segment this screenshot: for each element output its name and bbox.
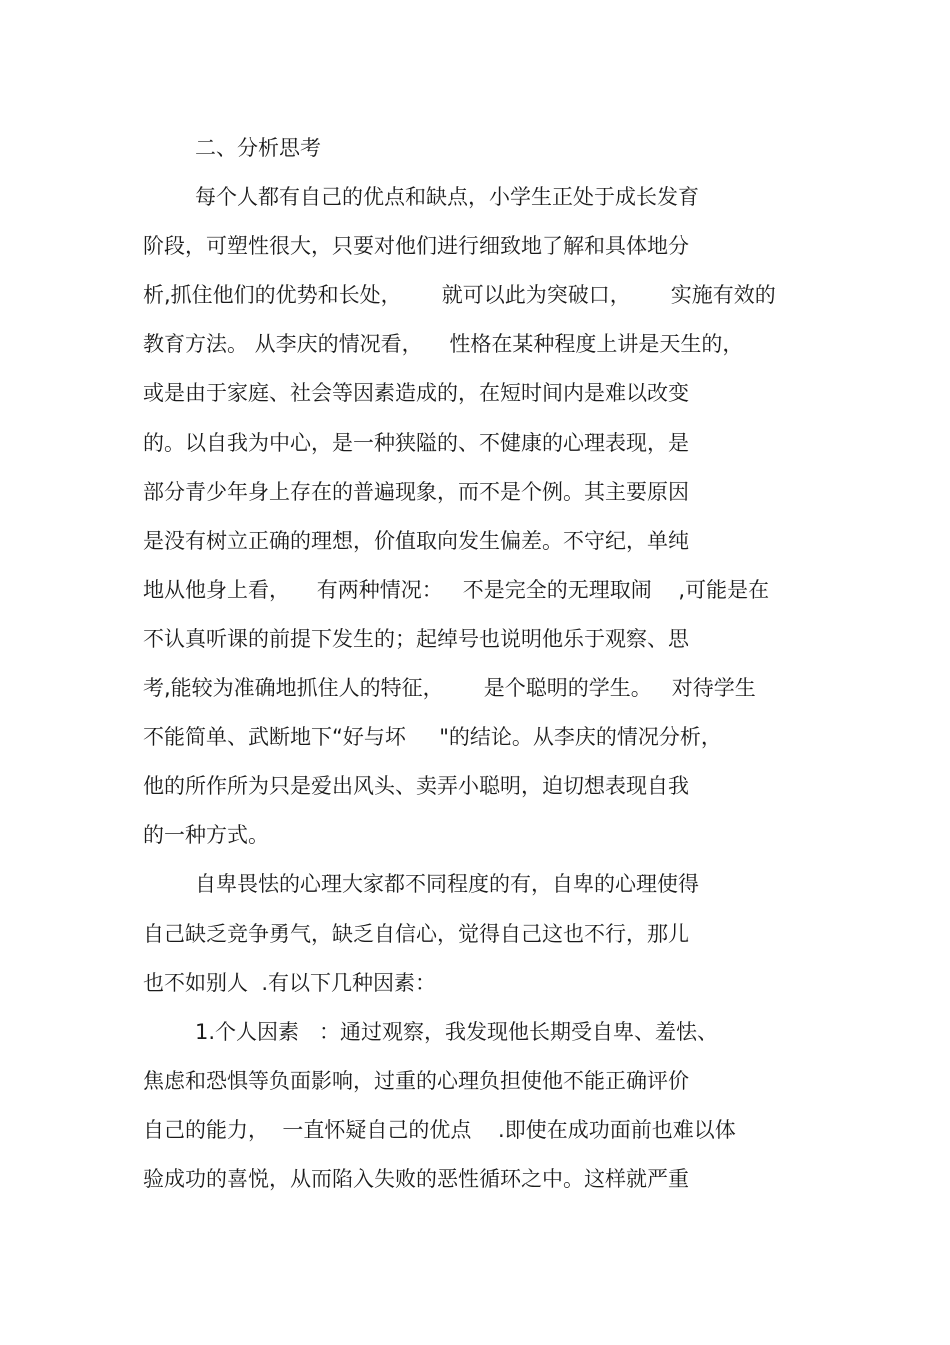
paragraph-line: 也不如别人 .有以下几种因素：: [143, 970, 437, 995]
paragraph-line: 自卑畏怯的心理大家都不同程度的有，自卑的心理使得: [195, 872, 699, 897]
paragraph-line: 自己缺乏竞争勇气，缺乏自信心，觉得自己这也不行，那儿: [143, 921, 689, 946]
paragraph-line: 自己的能力， 一直怀疑自己的优点 .即使在成功面前也难以体: [143, 1117, 736, 1142]
paragraph-line: 考,能较为准确地抓住人的特征， 是个聪明的学生。 对待学生: [143, 676, 756, 701]
paragraph-line: 部分青少年身上存在的普遍现象，而不是个例。其主要原因: [143, 479, 689, 504]
paragraph-line: 焦虑和恐惧等负面影响，过重的心理负担使他不能正确评价: [143, 1068, 689, 1093]
paragraph-line: 不能简单、武断地下“好与坏 "的结论。从李庆的情况分析，: [143, 725, 722, 750]
paragraph-line: 每个人都有自己的优点和缺点，小学生正处于成长发育: [195, 185, 699, 210]
paragraph-line: 不认真听课的前提下发生的；起绰号也说明他乐于观察、思: [143, 626, 689, 651]
paragraph-line: 阶段，可塑性很大，只要对他们进行细致地了解和具体地分: [143, 234, 689, 259]
paragraph-line: 验成功的喜悦，从而陷入失败的恶性循环之中。这样就严重: [143, 1166, 689, 1191]
document-body: [143, 124, 813, 1204]
paragraph-line: 他的所作所为只是爱出风头、卖弄小聪明，迫切想表现自我: [143, 774, 689, 799]
paragraph-line: 的。以自我为中心，是一种狭隘的、不健康的心理表现，是: [143, 430, 689, 455]
paragraph-line: 教育方法。 从李庆的情况看， 性格在某种程度上讲是天生的，: [143, 332, 744, 357]
paragraph-line: 是没有树立正确的理想，价值取向发生偏差。不守纪，单纯: [143, 528, 689, 553]
paragraph-line: 1.个人因素 ：通过观察，我发现他长期受自卑、羞怯、: [195, 1019, 719, 1044]
paragraph-line: 的一种方式。: [143, 823, 269, 848]
paragraph-line: 或是由于家庭、社会等因素造成的，在短时间内是难以改变: [143, 381, 689, 406]
paragraph-line: 地从他身上看， 有两种情况： 不是完全的无理取闹 ,可能是在: [143, 577, 770, 602]
paragraph-line: 析,抓住他们的优势和长处， 就可以此为突破口， 实施有效的: [143, 283, 776, 308]
section-heading: 二、分析思考: [195, 136, 321, 160]
